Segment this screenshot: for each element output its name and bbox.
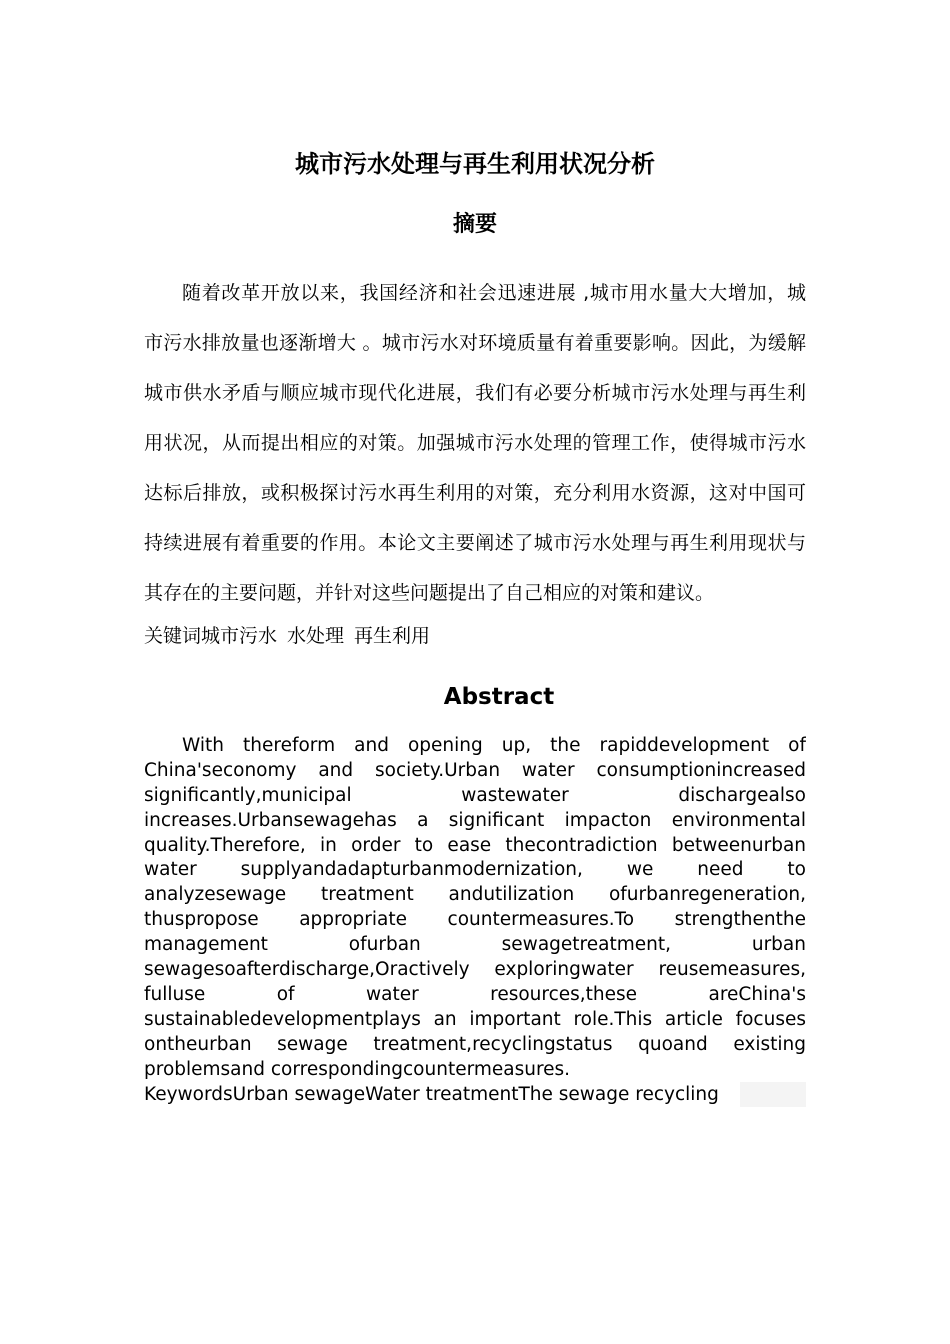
abstract-en-body xyxy=(144,734,806,1082)
abstract-en-line: sewagesoafterdischarge,Oractively exploringwater reusemeasures, xyxy=(144,959,806,981)
abstract-en-line: ontheurban sewage treatment,recyclingstatus quoand existing xyxy=(144,1033,806,1055)
abstract-en-line: water supplyandadapturbanmodernization, we need to xyxy=(144,859,806,881)
abstract-cn-line: 持续进展有着重要的作用。本论文主要阐述了城市污水处理与再生利用现状与 xyxy=(144,532,806,554)
abstract-cn-line: 随着改革开放以来，我国经济和社会迅速进展 ,城市用水量大大增加，城 xyxy=(182,282,806,304)
keywords-cn xyxy=(144,620,440,652)
keyword-cn-item: 再生利用 xyxy=(354,625,431,647)
abstract-cn-body xyxy=(144,268,806,618)
abstract-cn-line: 市污水排放量也逐渐增大 。城市污水对环境质量有着重要影响。因此，为缓解 xyxy=(144,332,806,354)
abstract-en-line: increases.Urbansewagehas a significant impacton environmental xyxy=(144,809,806,831)
abstract-en-line: sustainabledevelopmentplays an important role.This article focuses xyxy=(144,1008,806,1030)
keywords-en: KeywordsUrban sewageWater treatmentThe sewage recycling xyxy=(144,1082,806,1107)
abstract-en-line: analyzesewage treatment andutilization ofurbanregeneration, xyxy=(144,884,806,906)
keyword-cn-item: 水处理 xyxy=(287,625,345,647)
abstract-en-heading: Abstract xyxy=(443,684,555,710)
abstract-cn-line: 城市供水矛盾与顺应城市现代化进展，我们有必要分析城市污水处理与再生利 xyxy=(144,382,806,404)
abstract-cn-line: 达标后排放，或积极探讨污水再生利用的对策，充分利用水资源，这对中国可 xyxy=(144,482,806,504)
keyword-cn-label: 关键词城市污水 xyxy=(144,625,278,647)
abstract-cn-line: 其存在的主要问题，并针对这些问题提出了自己相应的对策和建议。 xyxy=(144,582,715,604)
abstract-en-line: thuspropose appropriate countermeasures.To strengthenthe xyxy=(144,909,806,931)
abstract-cn-heading: 摘要 xyxy=(452,212,497,237)
document-title: 城市污水处理与再生利用状况分析 xyxy=(295,150,655,178)
abstract-en-line: quality.Therefore, in order to ease thecontradiction betweenurban xyxy=(144,834,806,856)
abstract-en-line: fulluse of water resources,these areChina's xyxy=(144,983,806,1005)
abstract-cn-line: 用状况，从而提出相应的对策。加强城市污水处理的管理工作，使得城市污水 xyxy=(144,432,806,454)
abstract-en-line: management ofurban sewagetreatment, urban xyxy=(144,934,806,956)
abstract-en-line: With thereform and opening up, the rapiddevelopment of xyxy=(182,735,806,756)
abstract-en-line: significantly,municipal wastewater dischargealso xyxy=(144,784,806,806)
abstract-en-line: problemsand correspondingcountermeasures. xyxy=(144,1058,571,1080)
abstract-en-line: China'seconomy and society.Urban water consumptionincreased xyxy=(144,759,806,781)
